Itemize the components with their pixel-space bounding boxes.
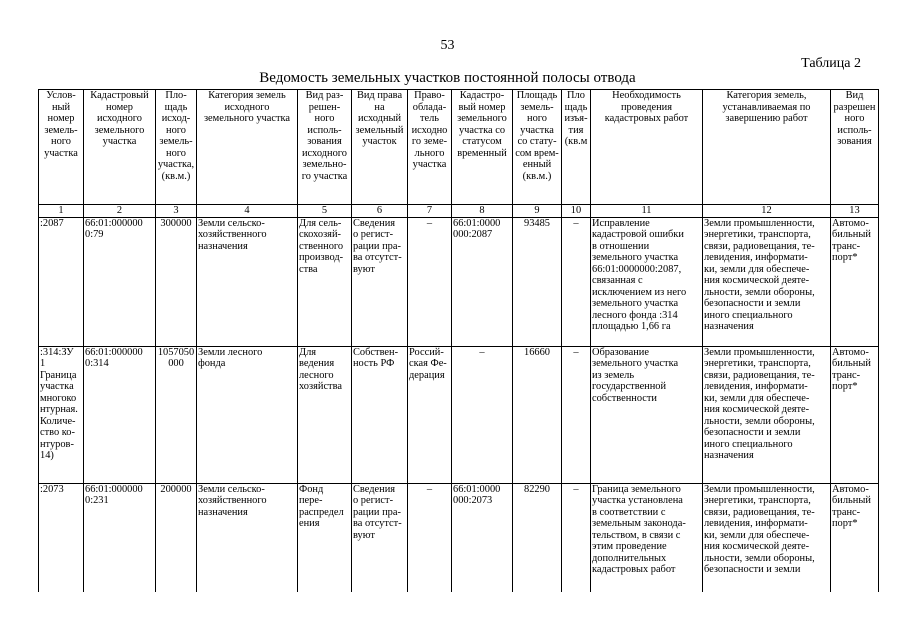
header-cell: Категория земель, устанавливаемая по завершению работ — [703, 90, 831, 205]
temp-area-cell: 93485 — [513, 217, 562, 346]
right-type-cell: Сведения о регист- рации пра- ва отсутст- вуют — [352, 483, 408, 592]
temp-cadastral-cell: – — [452, 346, 513, 483]
seizure-area-cell: – — [562, 346, 591, 483]
final-category-cell: Земли промышленности, энергетики, транспорта, связи, радиовещания, те- левидения, информати- ки, земли для обеспече- ния космической деяте- льности, земли обороны, безопасности и земли иного специального назначения — [703, 346, 831, 483]
column-number: 12 — [703, 205, 831, 218]
header-cell: Пло- щадь исход- ного земель- ного участка, (кв.м.) — [156, 90, 197, 205]
permitted-use-cell: Для ведения лесного хозяйства — [298, 346, 352, 483]
table-label: Таблица 2 — [801, 56, 861, 71]
header-cell: Вид раз- решен- ного исполь- зования исходного земельно- го участка — [298, 90, 352, 205]
plot-id-cell: :2073 — [39, 483, 84, 592]
header-cell: Необходимость проведения кадастровых работ — [591, 90, 703, 205]
land-plots-table — [38, 89, 879, 592]
column-number: 3 — [156, 205, 197, 218]
column-number: 8 — [452, 205, 513, 218]
land-category-cell: Земли сельско- хозяйственного назначения — [197, 483, 298, 592]
final-use-cell: Автомо- бильный транс- порт* — [831, 483, 879, 592]
column-number-row — [39, 205, 879, 218]
header-row — [39, 90, 879, 205]
header-cell: Вид права на исходный земельный участок — [352, 90, 408, 205]
owner-cell: – — [408, 483, 452, 592]
cadastral-number-cell: 66:01:000000 0:314 — [84, 346, 156, 483]
temp-cadastral-cell: 66:01:0000 000:2087 — [452, 217, 513, 346]
owner-cell: – — [408, 217, 452, 346]
area-cell: 200000 — [156, 483, 197, 592]
land-category-cell: Земли лесного фонда — [197, 346, 298, 483]
right-type-cell: Собствен- ность РФ — [352, 346, 408, 483]
temp-area-cell: 82290 — [513, 483, 562, 592]
land-category-cell: Земли сельско- хозяйственного назначения — [197, 217, 298, 346]
column-number: 10 — [562, 205, 591, 218]
permitted-use-cell: Для сель- скохозяй- ственного производ- ства — [298, 217, 352, 346]
cadastral-number-cell: 66:01:000000 0:79 — [84, 217, 156, 346]
page-number: 53 — [440, 38, 455, 53]
header-cell: Площадь земель- ного участка со стату- сом врем- енный (кв.м.) — [513, 90, 562, 205]
table-row — [39, 483, 879, 592]
temp-cadastral-cell: 66:01:0000 000:2073 — [452, 483, 513, 592]
column-number: 2 — [84, 205, 156, 218]
area-cell: 1057050 000 — [156, 346, 197, 483]
header-cell: Кадастро- вый номер земельного участка со статусом временный — [452, 90, 513, 205]
column-number: 5 — [298, 205, 352, 218]
header-cell: Кадастровый номер исходного земельного участка — [84, 90, 156, 205]
column-number: 6 — [352, 205, 408, 218]
owner-cell: Россий- ская Фе- дерация — [408, 346, 452, 483]
column-number: 11 — [591, 205, 703, 218]
plot-id-cell: :314:ЗУ 1 Граница участка многоко нтурная. Количе- ство ко- нтуров- 14) — [39, 346, 84, 483]
column-number: 9 — [513, 205, 562, 218]
area-cell: 300000 — [156, 217, 197, 346]
header-cell: Категория земель исходного земельного участка — [197, 90, 298, 205]
table-row — [39, 346, 879, 483]
header-cell: Услов- ный номер земель- ного участка — [39, 90, 84, 205]
table-row — [39, 217, 879, 346]
column-number: 1 — [39, 205, 84, 218]
cadastral-works-cell: Граница земельного участка установлена в соответствии с земельным законода- тельством, в связи с этим проведение дополнительных кадастровых работ — [591, 483, 703, 592]
header-cell: Право- облада- тель исходно го земе- льного участка — [408, 90, 452, 205]
header-cell: Вид разрешен ного исполь- зования — [831, 90, 879, 205]
final-category-cell: Земли промышленности, энергетики, транспорта, связи, радиовещания, те- левидения, информати- ки, земли для обеспече- ния космической деяте- льности, земли обороны, безопасности и земли иного специального назначения — [703, 217, 831, 346]
right-type-cell: Сведения о регист- рации пра- ва отсутст- вуют — [352, 217, 408, 346]
final-category-cell: Земли промышленности, энергетики, транспорта, связи, радиовещания, те- левидения, информати- ки, земли для обеспече- ния космической деяте- льности, земли обороны, безопасности и земли — [703, 483, 831, 592]
temp-area-cell: 16660 — [513, 346, 562, 483]
header-cell: Пло щадь изъя- тия (кв.м — [562, 90, 591, 205]
column-number: 4 — [197, 205, 298, 218]
table-title: Ведомость земельных участков постоянной полосы отвода — [259, 70, 636, 86]
column-number: 13 — [831, 205, 879, 218]
cadastral-number-cell: 66:01:000000 0:231 — [84, 483, 156, 592]
final-use-cell: Автомо- бильный транс- порт* — [831, 346, 879, 483]
seizure-area-cell: – — [562, 217, 591, 346]
column-number: 7 — [408, 205, 452, 218]
seizure-area-cell: – — [562, 483, 591, 592]
cadastral-works-cell: Образование земельного участка из земель государственной собственности — [591, 346, 703, 483]
final-use-cell: Автомо- бильный транс- порт* — [831, 217, 879, 346]
plot-id-cell: :2087 — [39, 217, 84, 346]
cadastral-works-cell: Исправление кадастровой ошибки в отношении земельного участка 66:01:0000000:2087, связанная с исключением из него земельного участка лесного фонда :314 площадью 1,66 га — [591, 217, 703, 346]
permitted-use-cell: Фонд пере- распредел ения — [298, 483, 352, 592]
